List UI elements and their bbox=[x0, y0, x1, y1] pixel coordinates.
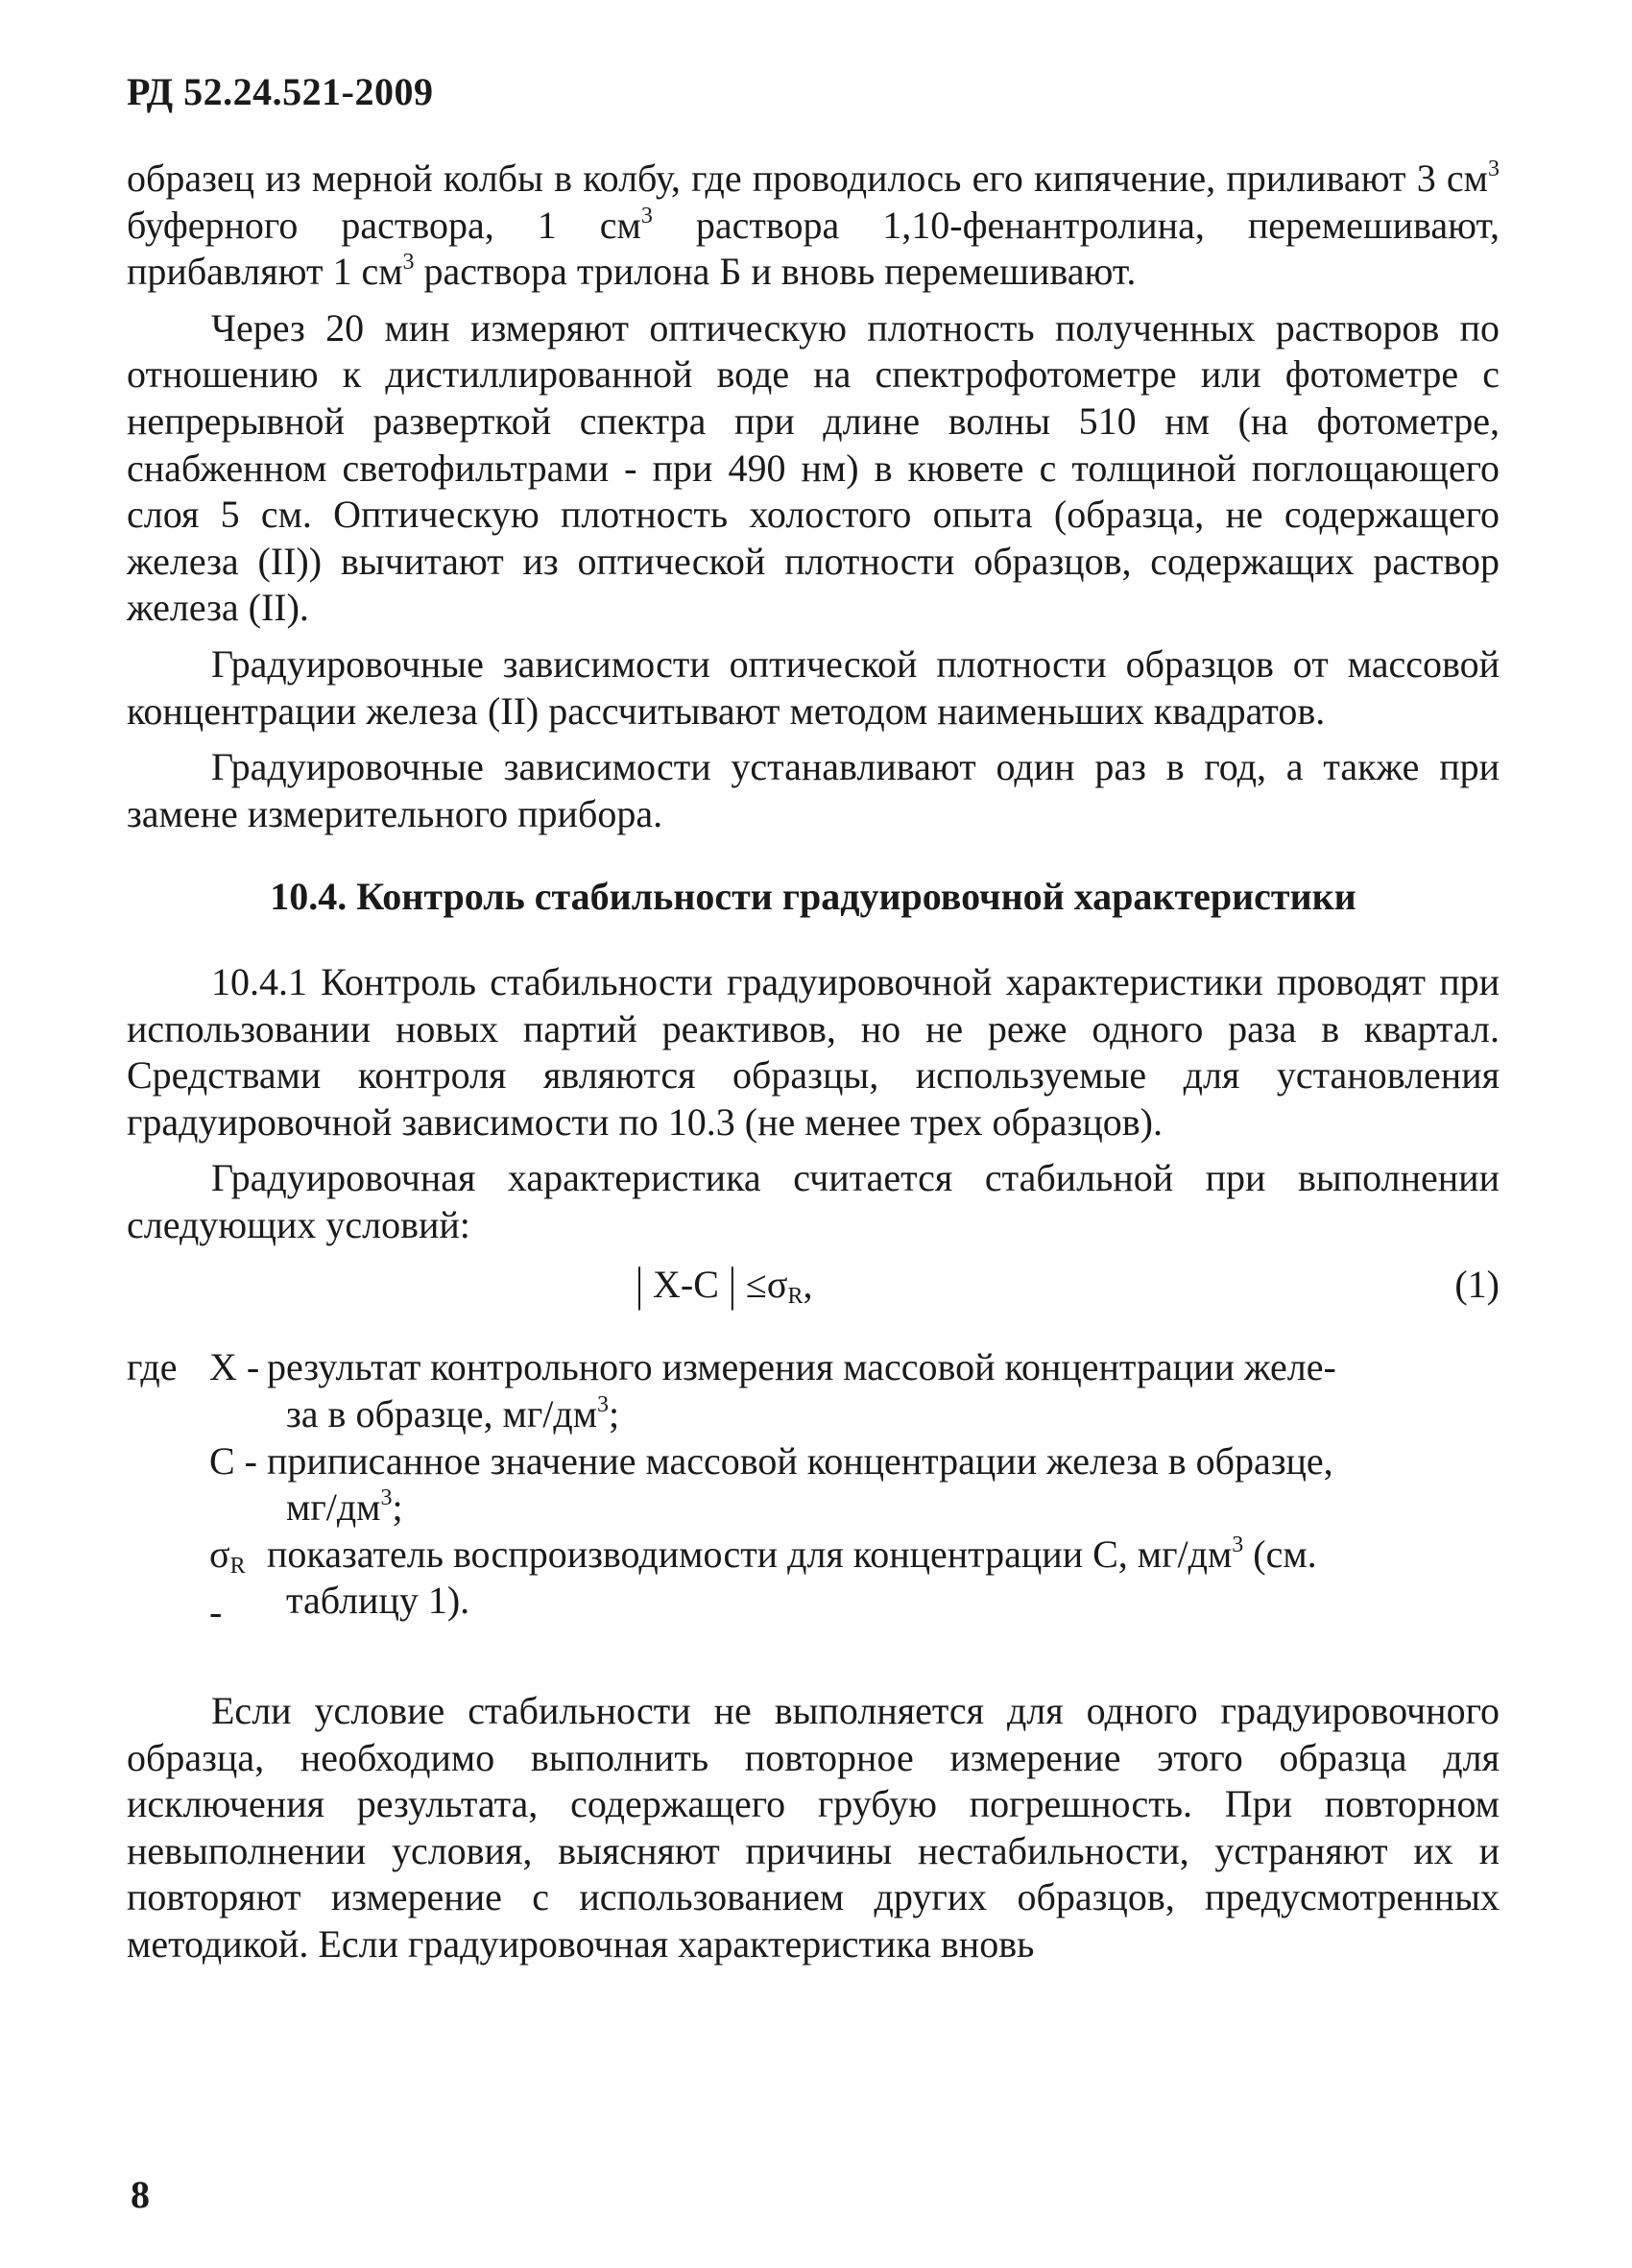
definition-c bbox=[127, 1438, 1500, 1532]
formula-row bbox=[127, 1257, 1500, 1321]
definition-text bbox=[267, 1532, 1500, 1636]
paragraph-3: Градуировочные зависимости оптической плотности образцов от массовой концентрации железа (II) рассчитывают методом наименьших квадратов. bbox=[127, 641, 1500, 733]
paragraph-2: Через 20 мин измеряют оптическую плотность полученных растворов по отношению к дистиллированной воде на спектрофотометре или фотометре с непрерывной разверткой спектра при длине волны 510 нм (на фотометре, снабженном светофильтрами - при 490 нм) в кювете с толщиной поглощающего слоя 5 см. Оптическую плотность холостого опыта (образца, не содержащего железа (II)) вычитают из оптической плотности образцов, содержащих раствор железа (II). bbox=[127, 305, 1500, 630]
definition-symbol bbox=[209, 1532, 267, 1636]
paragraph-6: Градуировочная характеристика считается стабильной при выполнении следующих условий: bbox=[127, 1156, 1500, 1246]
text-run: мг/дм bbox=[286, 1485, 381, 1530]
superscript: 3 bbox=[1232, 1532, 1244, 1557]
paragraph-1 bbox=[127, 156, 1500, 296]
definition-x bbox=[127, 1344, 1500, 1437]
document-header: РД 52.24.521-2009 bbox=[127, 70, 434, 113]
text-run: буферного раствора, 1 см bbox=[127, 203, 641, 247]
formula-rel: ≤σ bbox=[735, 1263, 788, 1307]
text-run: раствора 1,10-фенантролина, перемешивают, прибавляют 1 см bbox=[127, 203, 1500, 294]
page-number: 8 bbox=[131, 2173, 150, 2216]
text-run: ; bbox=[392, 1485, 403, 1530]
superscript: 3 bbox=[640, 203, 653, 229]
definition-line: приписанное значение массовой концентрации железа в образце, bbox=[267, 1438, 1333, 1483]
superscript: 3 bbox=[402, 250, 415, 276]
definition-sigma bbox=[127, 1532, 1500, 1636]
text-run: - bbox=[209, 1590, 223, 1634]
text-run: показатель воспроизводимости для концентрации C, мг/дм bbox=[267, 1532, 1233, 1576]
formula-tail: , bbox=[803, 1263, 813, 1307]
definition-text bbox=[267, 1344, 1500, 1437]
definition-symbol: X - bbox=[209, 1345, 260, 1389]
formula-expr: X-C bbox=[643, 1263, 729, 1307]
text-run: ; bbox=[609, 1392, 620, 1436]
definitions-lead-spacer bbox=[127, 1532, 209, 1636]
paragraph-4: Градуировочные зависимости устанавливают один раз в год, а также при замене измерительного прибора. bbox=[127, 745, 1500, 835]
text-run: образец из мерной колбы в колбу, где проводилось его кипячение, приливают 3 см bbox=[127, 157, 1488, 200]
definition-symbol: C - bbox=[209, 1438, 257, 1483]
definition-line: результат контрольного измерения массовой концентрации желе- bbox=[267, 1345, 1336, 1389]
definition-line bbox=[267, 1484, 1500, 1532]
definitions-lead: где bbox=[127, 1345, 178, 1389]
abs-bar: | bbox=[728, 1257, 736, 1312]
definition-line bbox=[267, 1391, 1500, 1438]
subscript: R bbox=[229, 1553, 246, 1579]
superscript: 3 bbox=[597, 1392, 610, 1418]
text-run: за в образце, мг/дм bbox=[286, 1392, 598, 1436]
text-run: σ bbox=[209, 1532, 230, 1576]
page-content bbox=[127, 156, 1500, 1968]
definitions-lead-spacer bbox=[127, 1438, 209, 1532]
text-run: (см. bbox=[1243, 1532, 1317, 1576]
superscript: 3 bbox=[1488, 157, 1500, 181]
abs-bar: | bbox=[636, 1257, 644, 1312]
definitions-list bbox=[127, 1344, 1500, 1636]
definition-text bbox=[267, 1438, 1500, 1532]
paragraph-7: Если условие стабильности не выполняется для одного градуировочного образца, необходимо выполнить повторное измерение этого образца для исключения результата, содержащего грубую погрешность. При повторном невыполнении условия, выясняют причины нестабильности, устраняют их и повторяют измерение с использованием других образцов, предусмотренных методикой. Если градуировочная характеристика вновь bbox=[127, 1689, 1500, 1966]
superscript: 3 bbox=[380, 1485, 393, 1511]
formula-sub: R bbox=[787, 1284, 804, 1310]
definition-line: таблицу 1). bbox=[286, 1579, 470, 1623]
text-run: раствора трилона Б и вновь перемешивают. bbox=[414, 250, 1137, 294]
equation-number: (1) bbox=[1454, 1263, 1500, 1307]
section-heading: 10.4. Контроль стабильности градуировочной характеристики bbox=[270, 875, 1356, 919]
paragraph-5: 10.4.1 Контроль стабильности градуировочной характеристики проводят при использовании новых партий реактивов, но не реже одного раза в квартал. Средствами контроля являются образцы, используемые для установления градуировочной зависимости по 10.3 (не менее трех образцов). bbox=[127, 959, 1500, 1144]
stability-formula bbox=[636, 1257, 813, 1320]
